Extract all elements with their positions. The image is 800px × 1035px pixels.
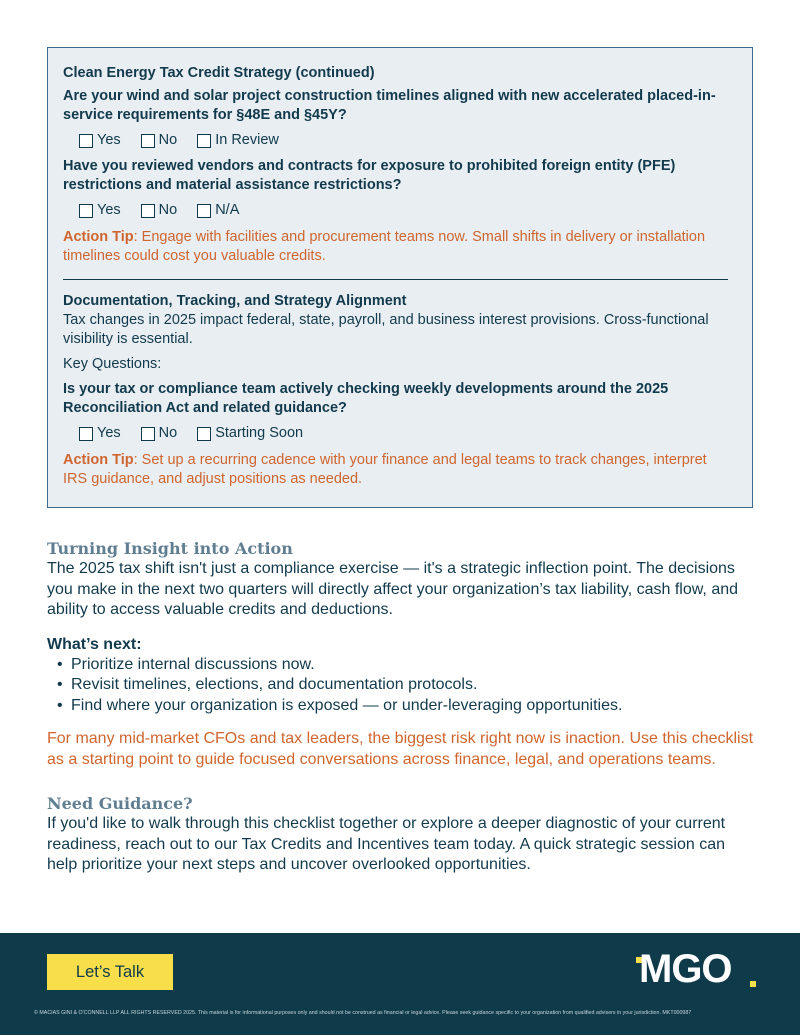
option-q1-no[interactable]: No — [141, 131, 178, 150]
section-description: Tax changes in 2025 impact federal, state, payroll, and business interest provisions. Cross-functional visibility is essential. — [63, 312, 709, 347]
question-pfe-vendors: Have you reviewed vendors and contracts for exposure to prohibited foreign entity (PFE) restrictions and material assistance restrictions? — [63, 158, 676, 193]
checkbox[interactable] — [141, 427, 155, 441]
option-q2-no[interactable]: No — [141, 201, 178, 220]
option-q1-yes[interactable]: Yes — [79, 131, 121, 150]
legal-disclaimer: © MACIAS GINI & O'CONNELL LLP ALL RIGHTS RESERVED 2025. This material is for informational purposes only and should not be construed as financial or legal advice. Please seek guidance specific to your organization from qualified advisers in your jurisdiction. MKT000987 — [34, 1010, 692, 1016]
list-item: • Revisit timelines, elections, and documentation protocols. — [57, 675, 757, 696]
question-weekly-developments: Is your tax or compliance team actively checking weekly developments around the 2025 Reconciliation Act and related guidance? — [63, 381, 669, 416]
question-placed-in-service: Are your wind and solar project construction timelines aligned with new accelerated placed-in-service requirements for §48E and §45Y? — [63, 88, 716, 123]
logo-dot-icon — [750, 981, 756, 987]
options-q1 — [79, 131, 728, 150]
option-q2-na[interactable]: N/A — [197, 201, 239, 220]
list-item: • Find where your organization is exposed — or under-leveraging opportunities. — [57, 696, 757, 717]
footer — [0, 933, 800, 1035]
divider — [63, 279, 728, 280]
guidance-heading: Need Guidance? — [47, 794, 193, 813]
list-item: • Prioritize internal discussions now. — [57, 655, 757, 676]
option-q3-no[interactable]: No — [141, 424, 178, 443]
checkbox[interactable] — [141, 204, 155, 218]
insight-body: The 2025 tax shift isn't just a compliance exercise — it's a strategic inflection point. The decisions you make in the next two quarters will directly affect your organization’s tax liability, cash flow, and ability to access valuable credits and deductions. — [47, 560, 739, 618]
checkbox[interactable] — [197, 204, 211, 218]
checklist-box — [47, 47, 753, 508]
guidance-body: If you'd like to walk through this checklist together or explore a deeper diagnostic of your current readiness, reach out to our Tax Credits and Incentives team today. A quick strategic session can help prioritize your next steps and uncover overlooked opportunities. — [47, 815, 726, 873]
checkbox[interactable] — [79, 134, 93, 148]
option-q3-starting-soon[interactable]: Starting Soon — [197, 424, 303, 443]
checkbox[interactable] — [197, 427, 211, 441]
action-tip-2: Action Tip: Set up a recurring cadence with your finance and legal teams to track changes, interpret IRS guidance, and adjust positions as needed. — [63, 452, 707, 487]
key-questions-label: Key Questions: — [63, 356, 162, 372]
next-steps-list — [57, 655, 757, 717]
options-q3 — [79, 424, 728, 443]
mgo-logo: MGO — [636, 949, 758, 989]
risk-callout: For many mid-market CFOs and tax leaders, the biggest risk right now is inaction. Use this checklist as a starting point to guide focused conversations across finance, legal, and operations teams. — [47, 730, 754, 768]
main-content — [47, 539, 757, 876]
checkbox[interactable] — [79, 427, 93, 441]
checkbox[interactable] — [79, 204, 93, 218]
option-q3-yes[interactable]: Yes — [79, 424, 121, 443]
section-title: Documentation, Tracking, and Strategy Alignment — [63, 293, 407, 309]
lets-talk-button[interactable]: Let’s Talk — [47, 954, 173, 990]
checkbox[interactable] — [197, 134, 211, 148]
insight-heading: Turning Insight into Action — [47, 539, 293, 558]
checkbox[interactable] — [141, 134, 155, 148]
whats-next-heading: What’s next: — [47, 635, 142, 653]
option-q1-in-review[interactable]: In Review — [197, 131, 279, 150]
options-q2 — [79, 201, 728, 220]
action-tip-1: Action Tip: Engage with facilities and procurement teams now. Small shifts in delivery or installation timelines could cost you valuable credits. — [63, 229, 706, 264]
option-q2-yes[interactable]: Yes — [79, 201, 121, 220]
box-title: Clean Energy Tax Credit Strategy (continued) — [63, 65, 375, 81]
